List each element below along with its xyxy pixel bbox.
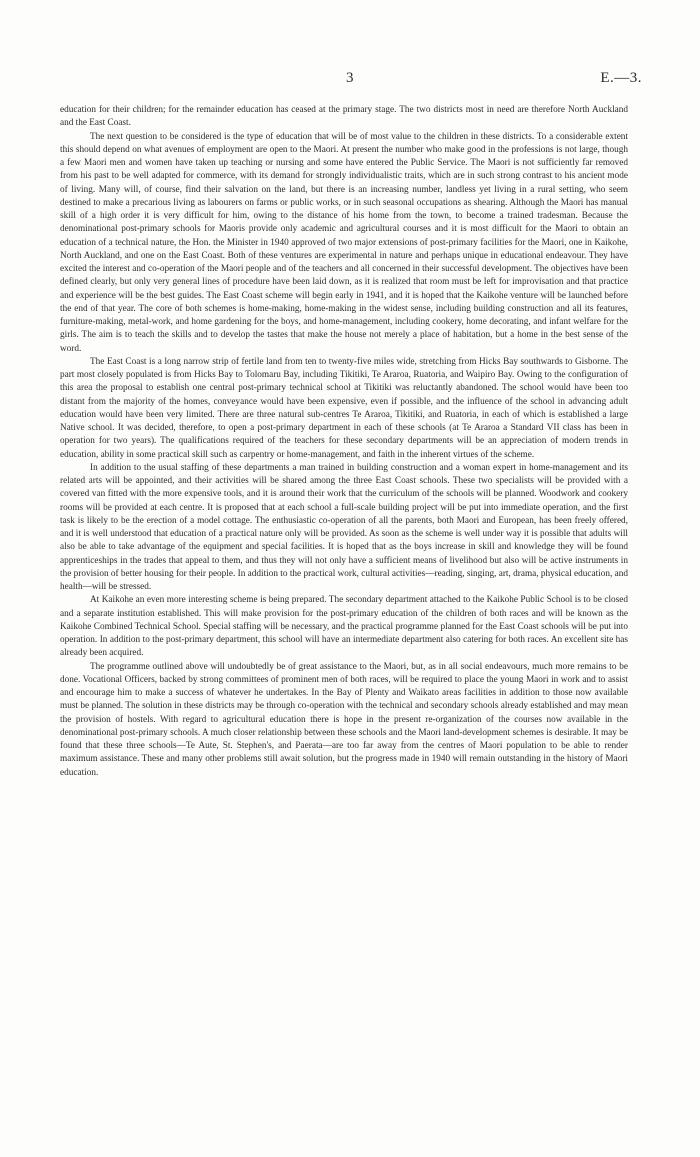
document-reference: E.—3. (600, 70, 642, 86)
page-number: 3 (346, 70, 354, 86)
paragraph-continuation: education for their children; for the remainder education has ceased at the primary stage. The two districts most in need are therefore North Auckland and the East Coast. (60, 105, 628, 129)
paragraph-staffing: In addition to the usual staffing of these departments a man trained in building construction and a woman expert in home-management and its related arts will be appointed, and their activities will be shared among the three East Coast schools. These two specialists will be provided with a covered van fitted with the more expensive tools, and it is around their work that the curriculum of the schools will be planned. Woodwork and cookery rooms will be provided at each centre. It is proposed that at each school a full-scale building project will be put into immediate operation, and the first task is likely to be the erection of a model cottage. The enthusiastic co-operation of all the parents, both Maori and European, has been freely offered, and it is well understood that education of a practical nature only will be provided. As soon as the scheme is well under way it is possible that adults will also be able to take advantage of the equipment and special facilities. It is hoped that as the boys increase in skill and knowledge they will be found apprenticeships in the trades that appeal to them, and thus they will not only have a sufficient means of livelihood but also will be active instruments in the provision of better housing for their people. In addition to the practical work, cultural activities—reading, singing, art, drama, physical education, and health—will be stressed. (60, 462, 628, 592)
paragraph-east-coast: The East Coast is a long narrow strip of fertile land from ten to twenty-five miles wide, stretching from Hicks Bay southwards to Gisborne. The part most closely populated is from Hicks Bay to Tolomaru Bay, including Tikitiki, Te Araroa, Ruatoria, and Waipiro Bay. Owing to the configuration of this area the proposal to establish one central post-primary technical school at Tikitiki was reluctantly abandoned. The school would have been too distant from the majority of the homes, conveyance would have been expensive, even if possible, and the influence of the school in advancing adult education would have been very limited. There are three natural sub-centres Te Araroa, Tikitiki, and Ruatoria, in each of which is established a large Native school. It was decided, therefore, to open a post-primary department in each of these schools (at Te Araroa a Standard VII class has been in operation for two years). The qualifications required of the teachers for these secondary departments will be an appreciation of modern trends in education, ability in some practical skill such as carpentry or home-management, and faith in the inherent virtues of the scheme. (60, 356, 628, 460)
paragraph-programme: The programme outlined above will undoubtedly be of great assistance to the Maori, but, as in all social endeavours, much more remains to be done. Vocational Officers, backed by strong committees of prominent men of both races, will be required to place the young Maori in work and to assist and encourage him to make a success of whatever he undertakes. In the Bay of Plenty and Waikato areas facilities in addition to those now available must be planned. The solution in these districts may be through co-operation with the technical and secondary schools already established and may mean the provision of hostels. With regard to agricultural education there is hope in the present re-organization of the courses now available in the denominational post-primary schools. A much closer relationship between these schools and the Maori land-development schemes is desirable. It may be found that these three schools—Te Aute, St. Stephen's, and Paerata—are too far away from the centres of Maori population to be able to render maximum assistance. These and many other problems still await solution, but the progress made in 1940 will remain outstanding in the history of Maori education. (60, 661, 628, 778)
body-text (60, 104, 628, 780)
paragraph-education-type: The next question to be considered is the type of education that will be of most value to the children in these districts. To a considerable extent this should depend on what avenues of employment are open to the Maori. At present the number who make good in the professions is not large, though a few Maori men and women have taken up teaching or nursing and some have entered the Public Service. The Maori is not sufficiently far removed from his past to be well adapted for commerce, with its demand for strongly individualistic traits, which are in such strong contrast to his ancient mode of living. Many will, of course, find their salvation on the land, but there is an increasing number, landless yet living in a rural setting, who seem destined to make a precarious living as labourers on farms or public works, or in such seasonal occupations as shearing. Although the Maori has manual skill of a high order it is very difficult for him, owing to the distance of his home from the town, to become a trained tradesman. Because the denominational post-primary schools for Maoris provide only academic and agricultural courses and it is most difficult for the Maori to obtain an education of a technical nature, the Hon. the Minister in 1940 approved of two major extensions of post-primary facilities for the Maori, one in Kaikohe, North Auckland, and one on the East Coast. Both of these ventures are experimental in nature and perhaps unique in educational endeavour. They have excited the interest and co-operation of the Maori people and of the teachers and all concerned in their successful development. The objectives have been defined clearly, but only very general lines of procedure have been laid down, as it is realized that room must be left for improvisation and that practice and experience will be the best guides. The East Coast scheme will begin early in 1941, and it is hoped that the Kaikohe venture will be launched before the end of that year. The core of both schemes is home-making, home-making in the widest sense, including building construction and all its features, furniture-making, metal-work, and home gardening for the boys, and home-management, including cookery, home decorating, and infant welfare for the girls. The aim is to teach the skills and to develop the tastes that make the house not merely a place of habitation, but a home in the best sense of the word. (60, 131, 628, 354)
paragraph-kaikohe: At Kaikohe an even more interesting scheme is being prepared. The secondary department attached to the Kaikohe Public School is to be closed and a separate institution established. This will make provision for the post-primary education of the children of both races and will be known as the Kaikohe Combined Technical School. Special staffing will be necessary, and the practical programme planned for the East Coast schools will be put into operation. In addition to the post-primary department, this school will have an intermediate department also catering for both races. An excellent site has already been acquired. (60, 595, 628, 659)
